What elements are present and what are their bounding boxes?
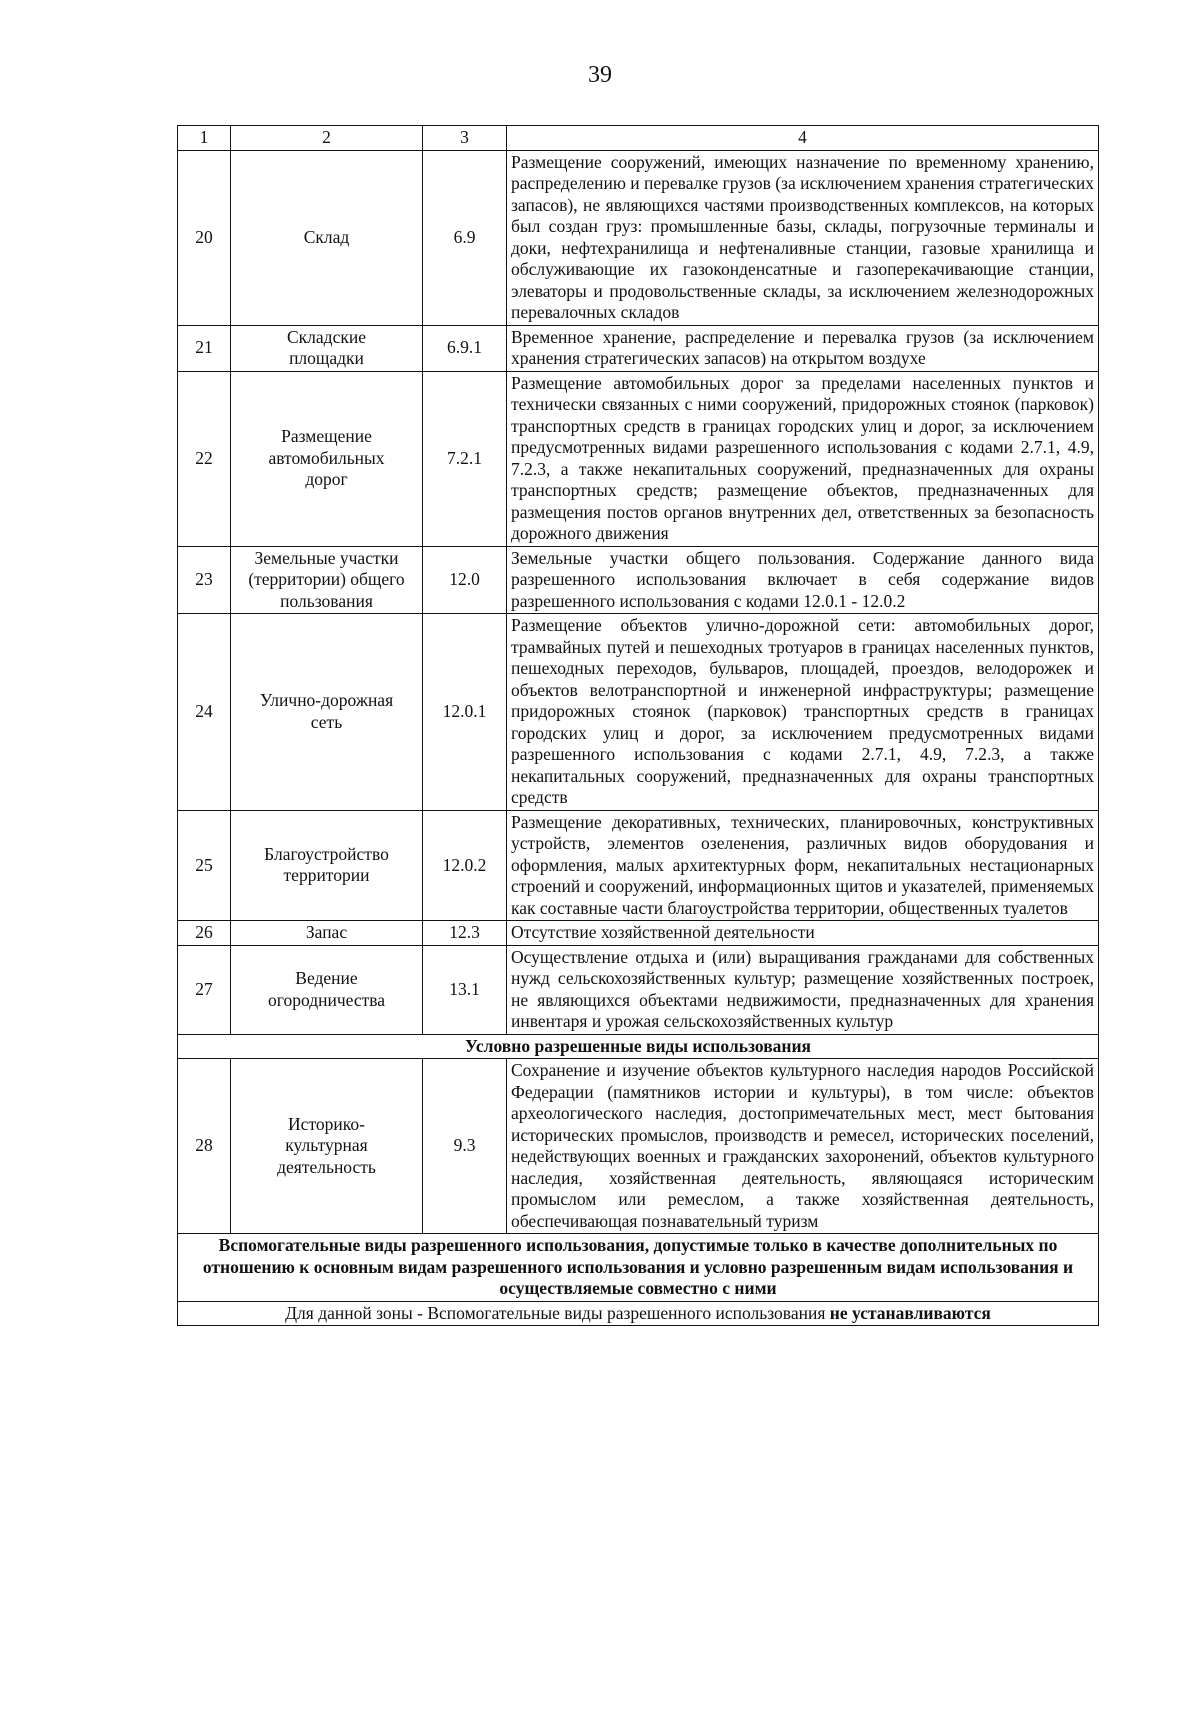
row-number: 20 bbox=[178, 150, 231, 325]
row-number: 23 bbox=[178, 546, 231, 614]
use-description: Размещение декоративных, технических, планировочных, конструктивных устройств, элементов озеленения, различных видов оборудования и оформления, малых архитектурных форм, некапитальных нестационарных строений и сооружений, информационных щитов и указателей, применяемых как составные части благоустройства территории, общественных туалетов bbox=[507, 810, 1099, 921]
use-code: 12.0.2 bbox=[423, 810, 507, 921]
use-description: Размещение сооружений, имеющих назначение по временному хранению, распределению и перевалке грузов (за исключением хранения стратегических запасов), не являющихся частями производственных комплексов, на которых был создан груз: промышленные базы, склады, погрузочные терминалы и доки, нефтехранилища и нефтеналивные станции, газовые хранилища и обслуживающие их газоконденсатные и газоперекачивающие станции, элеваторы и продовольственные склады, за исключением железнодорожных перевалочных складов bbox=[507, 150, 1099, 325]
use-name: Благоустройство территории bbox=[231, 810, 423, 921]
use-name: Историко-культурная деятельность bbox=[231, 1059, 423, 1234]
use-code: 12.3 bbox=[423, 921, 507, 946]
table-row bbox=[178, 614, 1099, 811]
use-code: 6.9 bbox=[423, 150, 507, 325]
table-header-row bbox=[178, 126, 1099, 151]
use-name: Улично-дорожная сеть bbox=[231, 614, 423, 811]
row-number: 21 bbox=[178, 325, 231, 371]
header-cell-4: 4 bbox=[507, 126, 1099, 151]
section-row bbox=[178, 1234, 1099, 1302]
header-cell-3: 3 bbox=[423, 126, 507, 151]
use-name: Размещение автомобильных дорог bbox=[231, 371, 423, 546]
page-number: 39 bbox=[588, 62, 612, 88]
use-name: Склад bbox=[231, 150, 423, 325]
use-description: Временное хранение, распределение и перевалка грузов (за исключением хранения стратегических запасов) на открытом воздухе bbox=[507, 325, 1099, 371]
table-row bbox=[178, 1059, 1099, 1234]
use-name: Складские площадки bbox=[231, 325, 423, 371]
use-description: Осуществление отдыха и (или) выращивания гражданами для собственных нужд сельскохозяйственных культур; размещение хозяйственных построек, не являющихся объектами недвижимости, предназначенных для хранения инвентаря и урожая сельскохозяйственных культур bbox=[507, 945, 1099, 1034]
table-row bbox=[178, 921, 1099, 946]
footer-row bbox=[178, 1301, 1099, 1326]
use-description: Размещение автомобильных дорог за пределами населенных пунктов и технически связанных с ними сооружений, придорожных стоянок (парковок) транспортных средств в границах городских улиц и дорог, за исключением предусмотренных видами разрешенного использования с кодами 2.7.1, 4.9, 7.2.3, а также некапитальных сооружений, предназначенных для охраны транспортных средств; размещение объектов, предназначенных для размещения постов органов внутренних дел, ответственных за безопасность дорожного движения bbox=[507, 371, 1099, 546]
header-cell-2: 2 bbox=[231, 126, 423, 151]
row-number: 25 bbox=[178, 810, 231, 921]
footer-bold-text: не устанавливаются bbox=[829, 1302, 991, 1323]
row-number: 27 bbox=[178, 945, 231, 1034]
use-code: 9.3 bbox=[423, 1059, 507, 1234]
row-number: 24 bbox=[178, 614, 231, 811]
row-number: 22 bbox=[178, 371, 231, 546]
section-title-auxiliary: Вспомогательные виды разрешенного использования, допустимые только в качестве дополнительных по отношению к основным видам разрешенного использования и условно разрешенным видам использования и осуществляемые совместно с ними bbox=[178, 1234, 1099, 1302]
use-name: Ведение огородничества bbox=[231, 945, 423, 1034]
use-description: Сохранение и изучение объектов культурного наследия народов Российской Федерации (памятников истории и культуры), в том числе: объектов археологического наследия, достопримечательных мест, мест бытования исторических промыслов, производств и ремесел, исторических поселений, недействующих военных и гражданских захоронений, объектов культурного наследия, хозяйственная деятельность, являющаяся историческим промыслом или ремеслом, а также хозяйственная деятельность, обеспечивающая познавательный туризм bbox=[507, 1059, 1099, 1234]
table-row bbox=[178, 150, 1099, 325]
use-description: Отсутствие хозяйственной деятельности bbox=[507, 921, 1099, 946]
use-name: Запас bbox=[231, 921, 423, 946]
table-row bbox=[178, 325, 1099, 371]
land-use-table bbox=[177, 125, 1099, 1326]
use-code: 12.0.1 bbox=[423, 614, 507, 811]
use-code: 6.9.1 bbox=[423, 325, 507, 371]
use-code: 12.0 bbox=[423, 546, 507, 614]
header-cell-1: 1 bbox=[178, 126, 231, 151]
use-description: Размещение объектов улично-дорожной сети: автомобильных дорог, трамвайных путей и пешеходных тротуаров в границах населенных пунктов, пешеходных переходов, бульваров, площадей, проездов, велодорожек и объектов велотранспортной и инженерной инфраструктуры; размещение придорожных стоянок (парковок) транспортных средств в границах городских улиц и дорог, за исключением предусмотренных видами разрешенного использования с кодами 2.7.1, 4.9, 7.2.3, а также некапитальных сооружений, предназначенных для охраны транспортных средств bbox=[507, 614, 1099, 811]
table-row bbox=[178, 810, 1099, 921]
table-row bbox=[178, 945, 1099, 1034]
footer-note bbox=[178, 1301, 1099, 1326]
use-name: Земельные участки (территории) общего пользования bbox=[231, 546, 423, 614]
use-code: 7.2.1 bbox=[423, 371, 507, 546]
footer-text: Для данной зоны - Вспомогательные виды разрешенного использования bbox=[285, 1302, 826, 1323]
section-row bbox=[178, 1034, 1099, 1059]
table-row bbox=[178, 371, 1099, 546]
row-number: 26 bbox=[178, 921, 231, 946]
row-number: 28 bbox=[178, 1059, 231, 1234]
section-title-conditional: Условно разрешенные виды использования bbox=[178, 1034, 1099, 1059]
use-description: Земельные участки общего пользования. Содержание данного вида разрешенного использования включает в себя содержание видов разрешенного использования с кодами 12.0.1 - 12.0.2 bbox=[507, 546, 1099, 614]
table-row bbox=[178, 546, 1099, 614]
use-code: 13.1 bbox=[423, 945, 507, 1034]
